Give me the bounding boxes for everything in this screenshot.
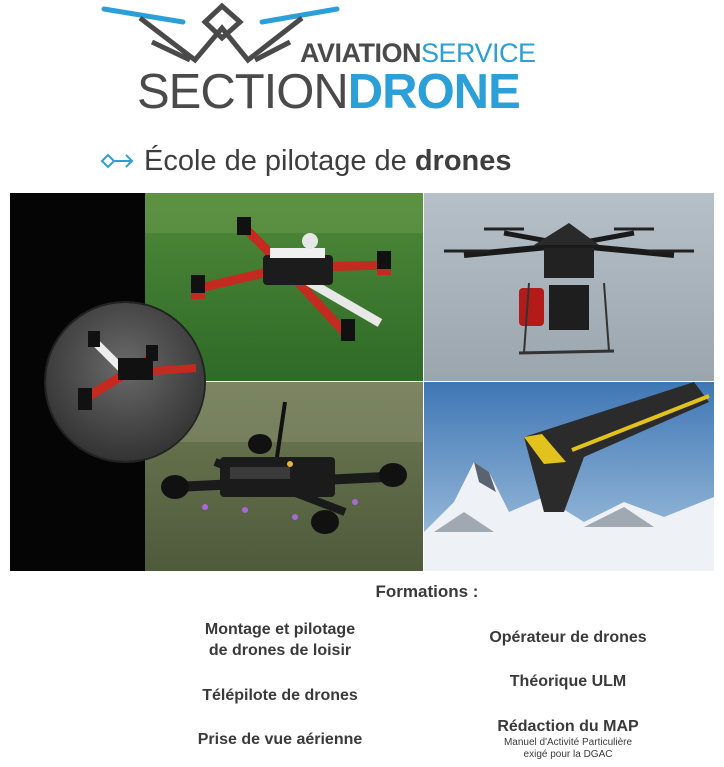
formation-line: Prise de vue aérienne	[197, 731, 363, 748]
formation-line: Télépilote de drones	[202, 687, 358, 704]
formation-line: Théorique ULM	[509, 673, 627, 690]
formation-line: Montage et pilotage	[204, 621, 356, 638]
logo-aviation-text: AVIATION	[300, 38, 421, 68]
formation-item	[160, 729, 400, 750]
formation-item	[448, 627, 688, 648]
diamond-arrow-icon	[100, 151, 134, 171]
logo-section-drone	[137, 66, 520, 118]
photo-collage	[10, 193, 714, 571]
formation-item	[160, 619, 400, 661]
logo-drone-text: DRONE	[347, 65, 520, 119]
formations-title: Formations :	[375, 582, 479, 601]
photo-fixed-wing-drone	[424, 382, 714, 571]
formation-note: Manuel d'Activité Particulière	[503, 737, 633, 748]
tagline-text: École de pilotage de	[144, 144, 407, 177]
formation-item	[160, 685, 400, 706]
formation-note: exigé pour la DGAC	[523, 749, 613, 760]
logo	[0, 0, 724, 130]
formation-line: Opérateur de drones	[489, 629, 647, 646]
tagline-bold-text: drones	[414, 144, 512, 177]
formation-line: Rédaction du MAP	[497, 718, 639, 735]
logo-section-text: SECTION	[137, 65, 348, 119]
formation-line: de drones de loisir	[208, 642, 352, 659]
formation-item	[448, 671, 688, 692]
tagline	[100, 143, 512, 179]
photo-quadcopter-frame-inset	[46, 303, 204, 461]
formation-item	[448, 716, 688, 761]
logo-service-text: SERVICE	[421, 38, 536, 68]
formations-section	[0, 572, 724, 767]
photo-camera-drone	[424, 193, 714, 381]
